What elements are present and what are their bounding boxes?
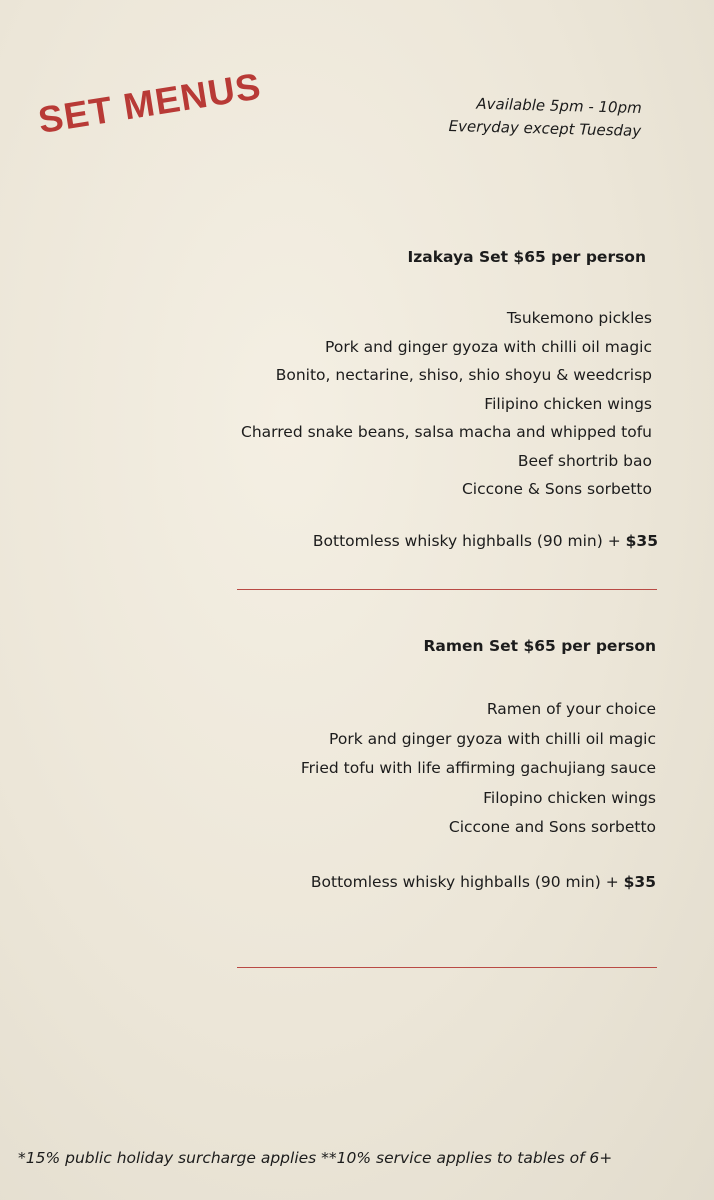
footer-note: *15% public holiday surcharge applies **10% service applies to tables of 6+ bbox=[18, 1149, 613, 1167]
divider bbox=[237, 589, 657, 590]
availability-hours: Available 5pm - 10pm bbox=[476, 94, 642, 117]
list-item: Tsukemono pickles bbox=[506, 309, 652, 327]
izakaya-set-items bbox=[126, 304, 652, 504]
list-item: Filopino chicken wings bbox=[483, 788, 656, 807]
ramen-set-section bbox=[136, 637, 656, 891]
divider bbox=[237, 967, 657, 968]
izakaya-set-title: Izakaya Set $65 per person bbox=[407, 248, 646, 266]
ramen-addon bbox=[136, 873, 656, 891]
list-item: Filipino chicken wings bbox=[484, 394, 652, 413]
izakaya-set-section bbox=[126, 248, 658, 550]
list-item: Charred snake beans, salsa macha and whipped tofu bbox=[241, 423, 652, 441]
ramen-set-items bbox=[136, 695, 656, 843]
list-item: Fried tofu with life affirming gachujiang sauce bbox=[300, 759, 656, 777]
addon-price: $35 bbox=[625, 531, 658, 550]
page-title: SET MENUS bbox=[35, 65, 264, 142]
addon-label: Bottomless whisky highballs (90 min) + bbox=[312, 531, 626, 550]
list-item: Pork and ginger gyoza with chilli oil magic bbox=[325, 337, 652, 356]
ramen-set-title: Ramen Set $65 per person bbox=[423, 637, 656, 655]
list-item: Pork and ginger gyoza with chilli oil magic bbox=[329, 729, 656, 748]
availability-days: Everyday except Tuesday bbox=[448, 116, 642, 140]
list-item: Ramen of your choice bbox=[486, 700, 656, 718]
addon-label: Bottomless whisky highballs (90 min) + bbox=[310, 872, 624, 891]
list-item: Bonito, nectarine, shiso, shio shoyu & weedcrisp bbox=[275, 366, 652, 384]
izakaya-addon bbox=[126, 532, 658, 550]
list-item: Ciccone & Sons sorbetto bbox=[461, 480, 652, 498]
availability-info bbox=[381, 90, 642, 143]
list-item: Ciccone and Sons sorbetto bbox=[448, 818, 656, 836]
list-item: Beef shortrib bao bbox=[517, 451, 652, 470]
addon-price: $35 bbox=[623, 872, 656, 891]
